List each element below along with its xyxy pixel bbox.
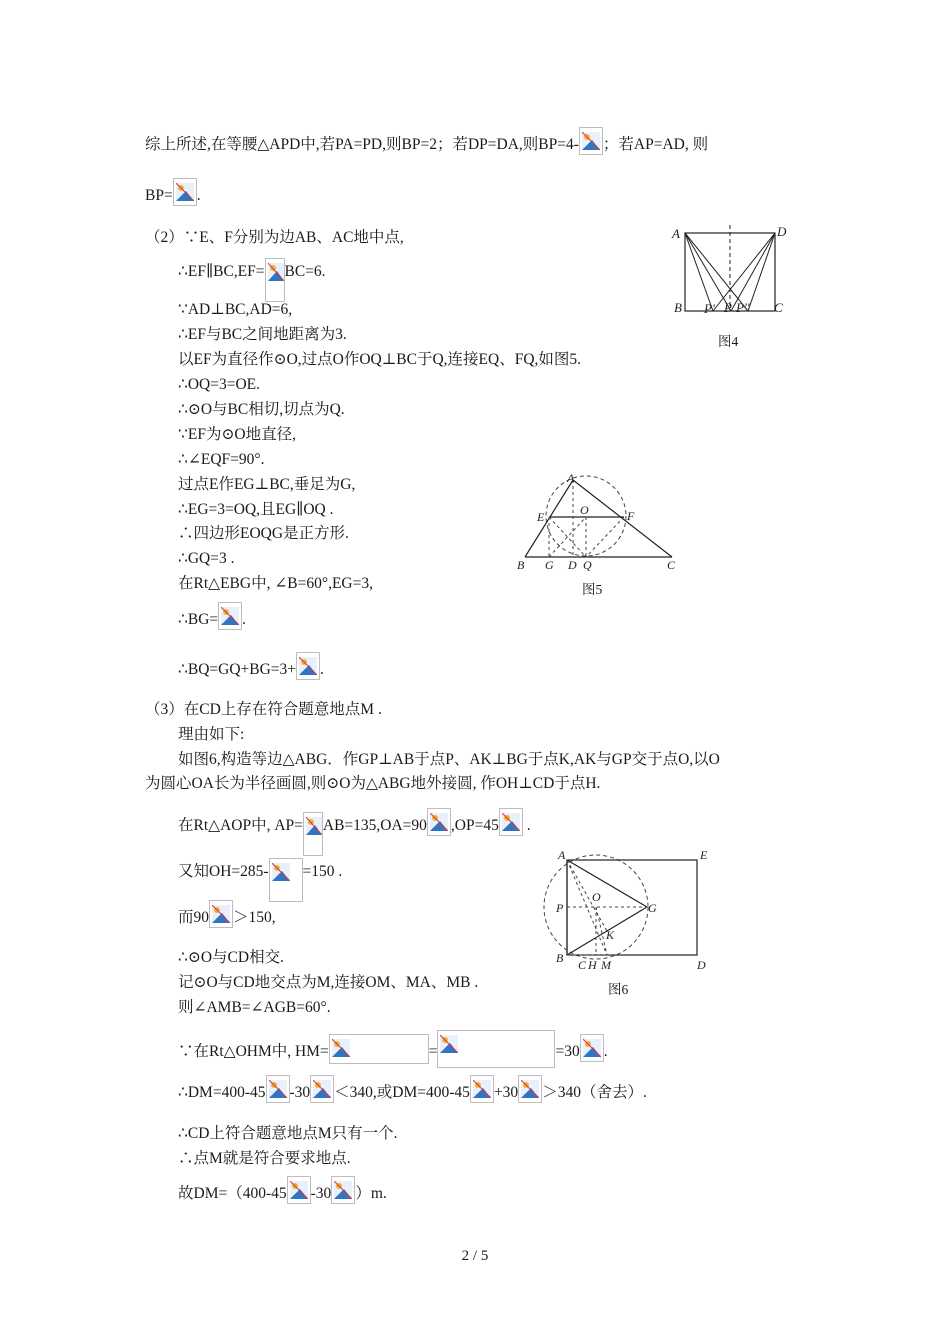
text-line: ∴EG=3=OQ,且EG∥OQ . — [178, 501, 334, 518]
text-line: （3）在CD上存在符合题意地点M . — [145, 701, 382, 718]
line-text: ＞340（舍去）. — [542, 1084, 647, 1101]
fig4-label: P' — [704, 301, 715, 316]
fig5-label: Q — [583, 558, 592, 572]
formula-image — [303, 812, 323, 856]
line-text: ＜340,或DM=400-45 — [334, 1084, 470, 1101]
text-line: ∴EF与BC之间地距离为3. — [178, 326, 347, 343]
fig5-label: E — [537, 510, 545, 524]
fig6-label: B — [556, 951, 564, 965]
figure-4-caption: 图4 — [718, 334, 739, 349]
formula-image — [580, 1034, 604, 1062]
line-text: 在Rt△AOP中, AP= — [178, 817, 303, 834]
figure-5-diagram — [512, 470, 692, 574]
fig6-label: P — [556, 901, 564, 915]
line-text: ∴EF∥BC,EF= — [178, 263, 265, 280]
fig5-label: O — [580, 503, 589, 517]
fig6-label: K — [606, 928, 615, 942]
formula-image — [518, 1075, 542, 1103]
formula-image — [265, 258, 285, 302]
fig4-label: A — [672, 226, 680, 241]
line-text: ∵在Rt△OHM中, HM= — [178, 1043, 329, 1060]
text-line — [178, 1075, 647, 1103]
text-line: ∴点M就是符合要求地点. — [178, 1150, 351, 1167]
line-text: -30 — [310, 1185, 332, 1202]
text-line: ∴BG= . — [178, 602, 246, 630]
text-line: ∴BQ=GQ+BG=3+ . — [178, 652, 324, 680]
fig5-label: A — [567, 471, 575, 485]
figure-6-diagram — [540, 845, 720, 975]
line-text: ）m. — [355, 1185, 387, 1202]
text-line: 过点E作EG⊥BC,垂足为G, — [178, 476, 356, 493]
line-text: =150 . — [302, 863, 343, 880]
fig4-label: B — [674, 300, 682, 315]
fig6-label: H — [588, 958, 597, 972]
fig6-label: O — [592, 890, 601, 904]
fig5-label: C — [667, 558, 676, 572]
line-text: ∴DM=400-45 — [178, 1084, 266, 1101]
text-line: ∴⊙O与BC相切,切点为Q. — [178, 401, 345, 418]
text-line: 在Rt△AOP中, AP= AB=135,OA=90 ,OP=45 . — [178, 808, 531, 856]
fig6-label: A — [558, 848, 566, 862]
fig6-label: E — [700, 848, 708, 862]
formula-image — [266, 1075, 290, 1103]
text-line: ∴⊙O与CD相交. — [178, 949, 284, 966]
formula-image — [209, 900, 233, 928]
fig5-label: G — [545, 558, 554, 572]
line-text: 综上所述,在等腰△APD中,若PA=PD,则BP=2；若DP=DA,则BP=4- — [145, 136, 579, 153]
figure-5-caption: 图5 — [582, 582, 603, 597]
line-text: 故DM=（400-45 — [178, 1185, 287, 1202]
text-line: ∴CD上符合题意地点M只有一个. — [178, 1125, 398, 1142]
line-text: BP= — [145, 187, 173, 204]
text-line: 如图6,构造等边△ABG．作GP⊥AB于点P、AK⊥BG于点K,AK与GP交于点O,以O — [178, 751, 720, 768]
line-text: ,OP=45 — [450, 817, 499, 834]
formula-image — [296, 652, 320, 680]
fig4-label: C — [774, 300, 783, 315]
fig5-label: D — [568, 558, 577, 572]
text-line: BP= . — [145, 178, 201, 206]
figure-6-caption: 图6 — [608, 982, 629, 997]
formula-image — [218, 602, 242, 630]
text-line — [145, 127, 708, 155]
text-line: ∴∠EQF=90°. — [178, 451, 265, 468]
text-line — [178, 258, 326, 302]
fig5-label: B — [517, 558, 525, 572]
text-line: ∴GQ=3 . — [178, 550, 235, 567]
text-line: （2）∵E、F分别为边AB、AC地中点, — [145, 229, 404, 246]
line-text: ∴BG= — [178, 611, 219, 628]
line-text: AB=135,OA=90 — [322, 817, 427, 834]
fig4-label: P — [724, 300, 732, 315]
line-text: ；若AP=AD, 则 — [602, 136, 709, 153]
line-text: -30 — [289, 1084, 311, 1101]
formula-image — [173, 178, 197, 206]
line-text: BC=6. — [284, 263, 326, 280]
formula-image — [579, 127, 603, 155]
text-line: 在Rt△EBG中, ∠B=60°,EG=3, — [178, 575, 373, 592]
formula-image — [437, 1030, 555, 1068]
formula-image — [287, 1176, 311, 1204]
fig6-label: M — [601, 958, 611, 972]
line-text: 又知OH=285- — [178, 863, 269, 880]
line-text: ＞150, — [233, 909, 276, 926]
text-line: 为圆心OA长为半径画圆,则⊙O为△ABG地外接圆, 作OH⊥CD于点H. — [145, 775, 601, 792]
line-text: ∴BQ=GQ+BG=3+ — [178, 661, 297, 678]
formula-image — [310, 1075, 334, 1103]
text-line: ∴OQ=3=OE. — [178, 376, 261, 393]
fig4-label: P'' — [736, 300, 750, 315]
text-line — [178, 1176, 387, 1204]
text-line: ∴四边形EOQG是正方形. — [178, 525, 349, 542]
formula-image — [470, 1075, 494, 1103]
page-number: 2 / 5 — [461, 1248, 489, 1264]
fig6-label: C — [578, 958, 587, 972]
text-line — [178, 900, 276, 928]
text-line: 记⊙O与CD地交点为M,连接OM、MA、MB . — [178, 974, 479, 991]
text-line — [178, 858, 342, 902]
formula-image — [427, 808, 451, 836]
line-text: =30 — [555, 1043, 580, 1060]
figure-4-diagram — [668, 222, 798, 322]
fig4-label: D — [777, 224, 787, 239]
fig6-label: G — [648, 901, 657, 915]
formula-image — [329, 1034, 429, 1064]
text-line: ∵在Rt△OHM中, HM= = =30 . — [178, 1030, 608, 1068]
text-line: 理由如下: — [178, 726, 245, 743]
fig6-label: D — [697, 958, 706, 972]
fig5-label: F — [627, 509, 635, 523]
line-text: +30 — [493, 1084, 519, 1101]
line-text: 而90 — [178, 909, 210, 926]
formula-image — [331, 1176, 355, 1204]
text-line: ∵EF为⊙O地直径, — [178, 426, 297, 443]
text-line: ∵AD⊥BC,AD=6, — [178, 301, 293, 318]
formula-image — [269, 858, 303, 902]
text-line: 则∠AMB=∠AGB=60°. — [178, 999, 331, 1016]
formula-image — [499, 808, 523, 836]
text-line: 以EF为直径作⊙O,过点O作OQ⊥BC于Q,连接EQ、FQ,如图5. — [178, 351, 582, 368]
